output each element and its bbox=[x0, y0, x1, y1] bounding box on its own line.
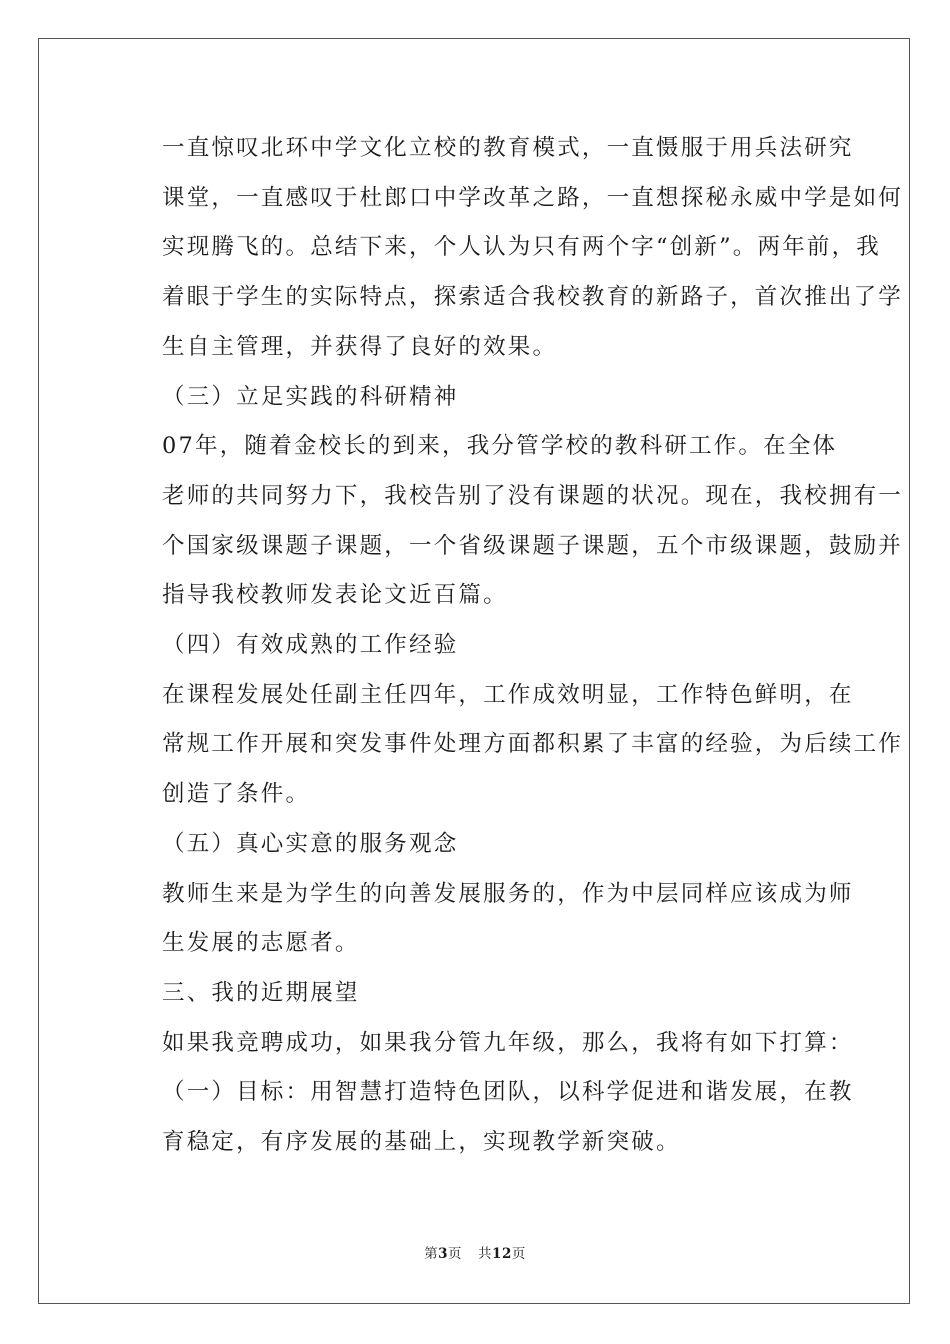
paragraph bbox=[117, 671, 904, 820]
text-line: 育稳定，有序发展的基础上，实现教学新突破。 bbox=[162, 1129, 681, 1156]
section-heading bbox=[117, 969, 833, 1019]
paragraph bbox=[117, 124, 904, 373]
text-line: （三）立足实践的科研精神 bbox=[162, 383, 459, 410]
text-line: 07年，随着金校长的到来，我分管学校的教科研工作。在全体 bbox=[162, 433, 838, 460]
page-suffix: 页 bbox=[448, 1246, 463, 1262]
page-footer bbox=[0, 1245, 950, 1263]
text-line: 老师的共同努力下，我校告别了没有课题的状况。现在，我校拥有一 bbox=[162, 482, 904, 509]
text-line: 创造了条件。 bbox=[162, 781, 311, 808]
total-pages: 12 bbox=[492, 1246, 512, 1262]
total-prefix: 共 bbox=[478, 1246, 493, 1262]
text-line: 三、我的近期展望 bbox=[162, 979, 360, 1006]
paragraph bbox=[117, 1019, 854, 1069]
total-suffix: 页 bbox=[511, 1246, 526, 1262]
text-line: 课堂，一直感叹于杜郎口中学改革之路，一直想探秘永威中学是如何 bbox=[162, 184, 904, 211]
section-heading bbox=[117, 820, 833, 870]
text-line: 实现腾飞的。总结下来，个人认为只有两个字“创新”。两年前，我 bbox=[162, 234, 882, 261]
text-line: 常规工作开展和突发事件处理方面都积累了丰富的经验，为后续工作 bbox=[162, 731, 904, 758]
paragraph bbox=[117, 422, 904, 621]
text-line: 教师生来是为学生的向善发展服务的，作为中层同样应该成为师 bbox=[162, 880, 854, 907]
text-line: 指导我校教师发表论文近百篇。 bbox=[162, 582, 508, 609]
text-line: 如果我竞聘成功，如果我分管九年级，那么，我将有如下打算： bbox=[162, 1029, 854, 1056]
text-line: 生发展的志愿者。 bbox=[162, 930, 360, 957]
text-line: （五）真心实意的服务观念 bbox=[162, 830, 459, 857]
text-line: 在课程发展处任副主任四年，工作成效明显，工作特色鲜明，在 bbox=[162, 681, 854, 708]
paragraph bbox=[117, 870, 854, 969]
text-line: 个国家级课题子课题，一个省级课题子课题，五个市级课题，鼓励并 bbox=[162, 532, 904, 559]
page-prefix: 第 bbox=[424, 1246, 439, 1262]
text-line: 着眼于学生的实际特点，探索适合我校教育的新路子，首次推出了学 bbox=[162, 284, 904, 311]
text-line: 生自主管理，并获得了良好的效果。 bbox=[162, 333, 558, 360]
section-heading bbox=[117, 621, 833, 671]
text-line: （四）有效成熟的工作经验 bbox=[162, 632, 459, 659]
paragraph bbox=[117, 1068, 854, 1167]
text-line: （一）目标：用智慧打造特色团队，以科学促进和谐发展，在教 bbox=[162, 1079, 854, 1106]
page-number: 3 bbox=[438, 1246, 449, 1262]
text-line: 一直惊叹北环中学文化立校的教育模式，一直慑服于用兵法研究 bbox=[162, 135, 854, 161]
document-body bbox=[117, 124, 904, 1168]
section-heading bbox=[117, 373, 833, 423]
